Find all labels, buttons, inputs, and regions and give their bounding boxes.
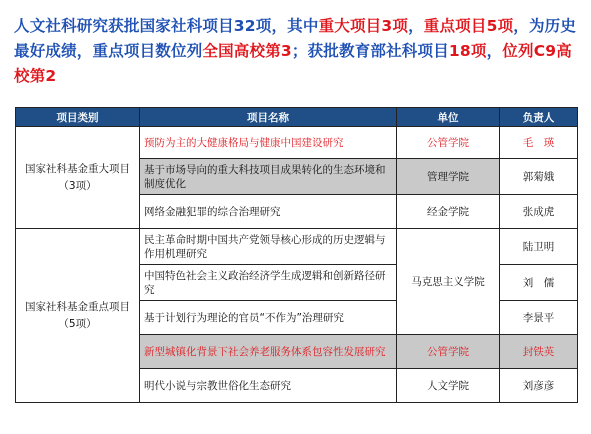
headline-text: ，为历史最好成绩，重点项目数位列 xyxy=(14,17,577,60)
headline-highlight: 全国高校第3 xyxy=(202,42,292,60)
projects-table xyxy=(15,107,578,403)
table-row xyxy=(16,127,578,159)
category-cell xyxy=(16,127,140,229)
project-unit: 人文学院 xyxy=(397,369,500,403)
headline-text: ；获批教育部社科项目 xyxy=(291,42,449,60)
headline-highlight: 位列C9高校第2 xyxy=(14,42,572,85)
project-name: 新型城镇化背景下社会养老服务体系包容性发展研究 xyxy=(140,335,397,369)
header-unit: 单位 xyxy=(397,108,500,127)
headline xyxy=(14,14,584,89)
headline-highlight: 重大项目3项 xyxy=(318,17,409,35)
header-project-name: 项目名称 xyxy=(140,108,397,127)
project-person: 刘 儒 xyxy=(500,265,578,301)
headline-text: 人文社科研究获批国家社科项目32项，其中 xyxy=(14,17,319,35)
category-label: 国家社科基金重点项目 xyxy=(25,300,130,313)
header-person: 负责人 xyxy=(500,108,578,127)
category-label: 国家社科基金重大项目 xyxy=(25,162,130,175)
project-name: 基于计划行为理论的官员“不作为”治理研究 xyxy=(140,301,397,335)
header-category: 项目类别 xyxy=(16,108,140,127)
project-person: 毛 瑛 xyxy=(500,127,578,159)
headline-highlight: 重点项目5项 xyxy=(423,17,514,35)
project-name: 基于市场导向的重大科技项目成果转化的生态环境和制度优化 xyxy=(140,159,397,195)
category-count: （3项） xyxy=(58,179,97,192)
project-person: 封铁英 xyxy=(500,335,578,369)
project-unit-shared: 马克思主义学院 xyxy=(397,229,500,335)
project-unit: 经金学院 xyxy=(397,195,500,229)
headline-text: ， xyxy=(486,42,503,60)
headline-highlight: 18项 xyxy=(448,42,487,60)
project-name: 民主革命时期中国共产党领导核心形成的历史逻辑与作用机理研究 xyxy=(140,229,397,265)
table-header-row xyxy=(16,108,578,127)
project-name: 预防为主的大健康格局与健康中国建设研究 xyxy=(140,127,397,159)
table-row xyxy=(16,229,578,265)
project-person: 刘彦彦 xyxy=(500,369,578,403)
project-person: 郭菊娥 xyxy=(500,159,578,195)
project-person: 李景平 xyxy=(500,301,578,335)
project-person: 张成虎 xyxy=(500,195,578,229)
headline-text: ， xyxy=(408,17,424,35)
category-cell xyxy=(16,229,140,403)
project-unit: 公管学院 xyxy=(397,335,500,369)
category-count: （5项） xyxy=(58,317,97,330)
project-name: 明代小说与宗教世俗化生态研究 xyxy=(140,369,397,403)
project-name: 中国特色社会主义政治经济学生成逻辑和创新路径研究 xyxy=(140,265,397,301)
project-unit: 管理学院 xyxy=(397,159,500,195)
project-unit: 公管学院 xyxy=(397,127,500,159)
project-name: 网络金融犯罪的综合治理研究 xyxy=(140,195,397,229)
project-person: 陆卫明 xyxy=(500,229,578,265)
